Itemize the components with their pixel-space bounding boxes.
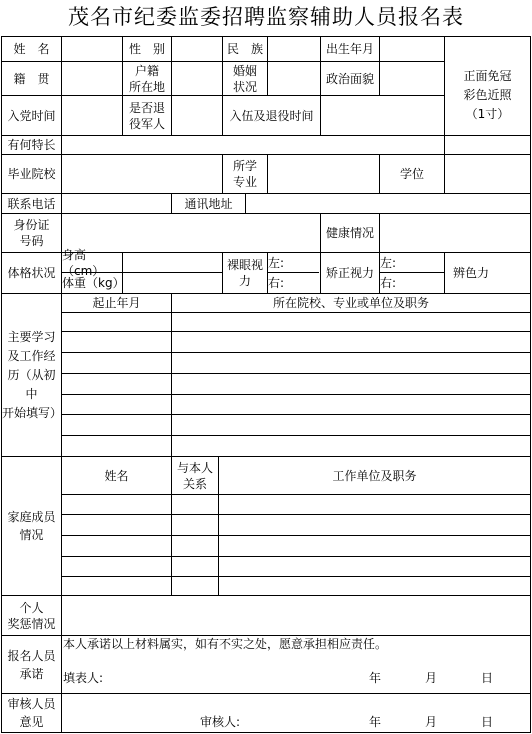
naked-vision-label: 裸眼视 力 xyxy=(226,258,263,288)
start-end-header: 起止年月 xyxy=(92,296,141,310)
address-input[interactable] xyxy=(246,194,530,213)
name-input[interactable] xyxy=(62,37,122,61)
ethnicity-label: 民 族 xyxy=(226,42,263,56)
form-title: 茂名市纪委监委招聘监察辅助人员报名表 xyxy=(68,5,464,29)
political-input[interactable] xyxy=(380,62,444,95)
party-date-input[interactable] xyxy=(62,96,122,135)
naked-right-label[interactable]: 右: xyxy=(268,276,285,290)
resume-label: 主要学习 及工作经 历（从初中 开始填写） xyxy=(2,329,63,420)
native-place-input[interactable] xyxy=(62,62,122,95)
id-number-label: 身份证 号码 xyxy=(13,218,50,248)
photo-placeholder[interactable]: 正面免冠 彩色近照 （1寸） xyxy=(463,69,512,121)
marital-input[interactable] xyxy=(268,62,320,95)
veteran-label: 是否退 役军人 xyxy=(128,100,165,131)
color-vision-label: 辨色力 xyxy=(452,266,489,280)
commit-day: 日 xyxy=(480,671,493,685)
commitment-label: 报名人员 承诺 xyxy=(7,648,56,681)
review-label: 审核人员 意见 xyxy=(7,697,56,729)
corrected-right-label[interactable]: 右: xyxy=(380,276,397,290)
work-unit-header: 工作单位及职务 xyxy=(332,468,417,483)
family-label: 家庭成员 情况 xyxy=(7,510,56,542)
enlist-time-input[interactable] xyxy=(321,96,444,135)
height-label: 身高（cm） xyxy=(62,247,105,278)
commitment-text: 本人承诺以上材料属实，如有不实之处，愿意承担相应责任。 xyxy=(63,637,388,651)
political-label: 政治面貌 xyxy=(325,71,374,86)
major-label: 所学 专业 xyxy=(232,159,257,189)
naked-left-label[interactable]: 左: xyxy=(268,255,285,270)
hukou-input[interactable] xyxy=(172,62,222,95)
veteran-input[interactable] xyxy=(172,96,222,135)
review-day: 日 xyxy=(480,715,493,729)
ethnicity-input[interactable] xyxy=(268,37,320,61)
birth-input[interactable] xyxy=(380,37,444,61)
corrected-left-label[interactable]: 左: xyxy=(380,255,397,270)
gender-input[interactable] xyxy=(172,37,222,61)
relation-header: 与本人 关系 xyxy=(176,460,213,491)
gender-label: 性 别 xyxy=(128,42,165,56)
marital-label: 婚姻 状况 xyxy=(232,63,257,94)
major-input[interactable] xyxy=(268,155,379,193)
family-rows[interactable] xyxy=(62,495,530,595)
weight-input[interactable] xyxy=(123,273,222,293)
name-label: 姓 名 xyxy=(13,42,50,56)
health-label: 健康情况 xyxy=(325,226,374,240)
corrected-vision-label: 矫正视力 xyxy=(325,266,374,280)
party-date-label: 入党时间 xyxy=(7,108,56,123)
color-vision-input[interactable] xyxy=(497,253,530,293)
hukou-label: 户籍 所在地 xyxy=(128,63,165,94)
degree-input[interactable] xyxy=(445,155,530,193)
filler-signature[interactable] xyxy=(124,668,354,688)
native-place-label: 籍 贯 xyxy=(13,71,50,86)
height-input[interactable] xyxy=(123,253,222,272)
reviewer-label: 审核人: xyxy=(200,715,241,729)
phone-input[interactable] xyxy=(62,194,171,213)
review-year: 年 xyxy=(368,715,381,729)
reviewer-signature[interactable] xyxy=(260,712,360,732)
weight-label: 体重（kg） xyxy=(62,276,125,290)
enlist-time-label: 入伍及退役时间 xyxy=(229,108,314,123)
family-name-header: 姓名 xyxy=(104,468,129,483)
awards-label: 个人 奖惩情况 xyxy=(7,600,56,631)
phone-label: 联系电话 xyxy=(7,196,56,211)
physique-label: 体格状况 xyxy=(7,266,56,280)
specialty-input[interactable] xyxy=(62,136,444,154)
filler-label: 填表人: xyxy=(63,671,104,685)
birth-label: 出生年月 xyxy=(325,42,374,56)
address-label: 通讯地址 xyxy=(184,196,233,211)
commit-month: 月 xyxy=(424,671,437,685)
commit-year: 年 xyxy=(368,671,381,685)
degree-label: 学位 xyxy=(399,167,424,181)
review-month: 月 xyxy=(424,715,437,729)
health-input[interactable] xyxy=(380,214,530,252)
school-label: 毕业院校 xyxy=(7,167,56,181)
awards-input[interactable] xyxy=(62,596,530,635)
resume-rows[interactable] xyxy=(62,313,530,456)
school-input[interactable] xyxy=(62,155,222,193)
school-unit-header: 所在院校、专业或单位及职务 xyxy=(272,296,429,310)
specialty-label: 有何特长 xyxy=(7,138,56,152)
